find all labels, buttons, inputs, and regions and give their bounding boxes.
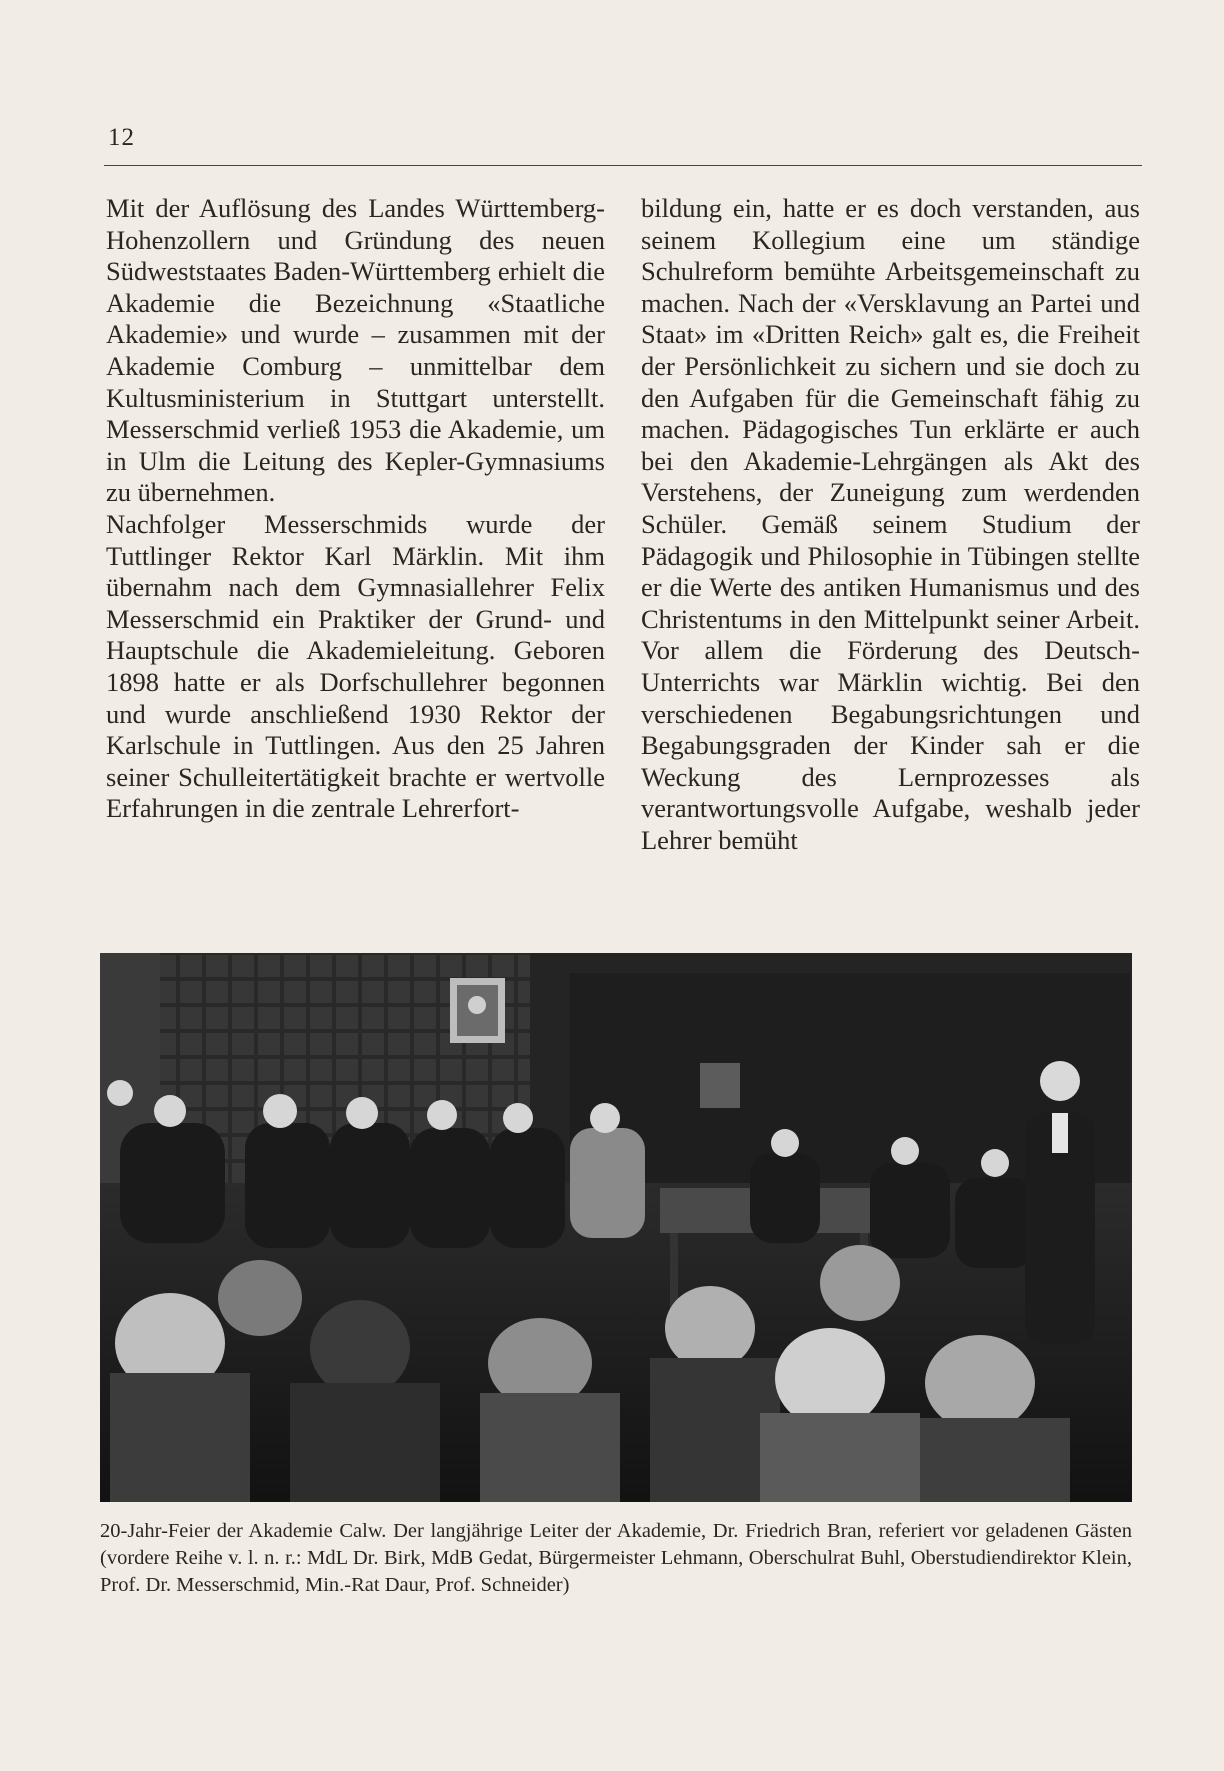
page-number: 12 [108,124,135,151]
header-rule [104,165,1142,166]
text-column-left [106,193,605,825]
photo-caption: 20-Jahr-Feier der Akademie Calw. Der langjährige Leiter der Akademie, Dr. Friedrich Bran, referiert vor geladenen Gästen (vordere Reihe v. l. n. r.: MdL Dr. Birk, MdB Gedat, Bürgermeister Lehmann, Oberschulrat Buhl, Oberstudiendirektor Klein, Prof. Dr. Messerschmid, Min.-Rat Daur, Prof. Schneider) [100,1520,1132,1596]
text-column-right [641,193,1140,856]
paragraph: Nachfolger Messerschmids wurde der Tuttlinger Rektor Karl Märklin. Mit ihm übernahm nach dem Gymnasiallehrer Felix Messerschmid ein Praktiker der Grund- und Hauptschule die Akademieleitung. Geboren 1898 hatte er als Dorfschullehrer begonnen und wurde anschließend 1930 Rektor der Karlschule in Tuttlingen. Aus den 25 Jahren seiner Schulleitertätigkeit brachte er wertvolle Erfahrungen in die zentrale Lehrerfort- [106,508,605,824]
photo-illustration [100,953,1132,1502]
paragraph: Mit der Auflösung des Landes Württemberg-Hohenzollern und Gründung des neuen Südweststaates Baden-Württemberg erhielt die Akademie die Bezeichnung «Staatliche Akademie» und wurde – zusammen mit der Akademie Comburg – unmittelbar dem Kultusministerium in Stuttgart unterstellt. Messerschmid verließ 1953 die Akademie, um in Ulm die Leitung des Kepler-Gymnasiums zu übernehmen. [106,193,605,508]
event-photograph [100,953,1132,1502]
paragraph: bildung ein, hatte er es doch verstanden, aus seinem Kollegium eine um ständige Schulreform bemühte Arbeitsgemeinschaft zu machen. Nach der «Versklavung an Partei und Staat» im «Dritten Reich» galt es, die Freiheit der Persönlichkeit zu sichern und sie doch zu den Aufgaben für die Gemeinschaft fähig zu machen. Pädagogisches Tun erklärte er auch bei den Akademie-Lehrgängen als Akt des Verstehens, der Zuneigung zum werdenden Schüler. Gemäß seinem Studium der Pädagogik und Philosophie in Tübingen stellte er die Werte des antiken Humanismus und des Christentums in den Mittelpunkt seiner Arbeit. Vor allem die Förderung des Deutsch-Unterrichts war Märklin wichtig. Bei den verschiedenen Begabungsrichtungen und Begabungsgraden der Kinder sah er die Weckung des Lernprozesses als verantwortungsvolle Aufgabe, weshalb jeder Lehrer bemüht [641,193,1140,855]
